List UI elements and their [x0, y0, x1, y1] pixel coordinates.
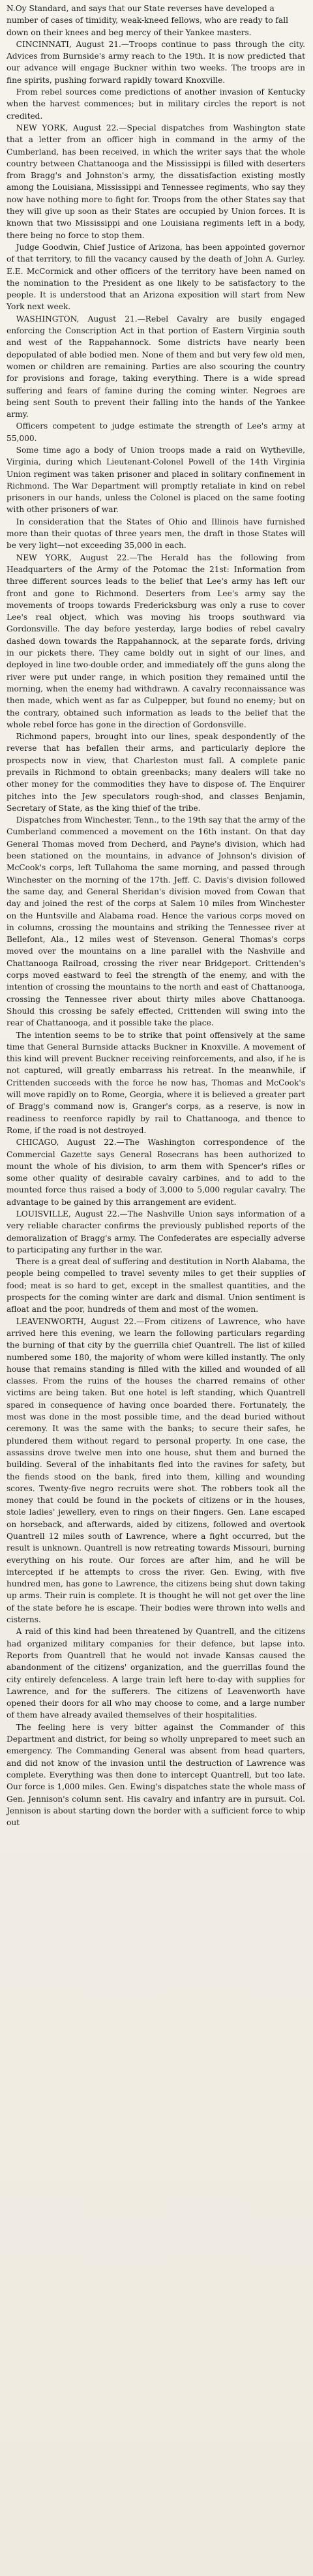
news-paragraph: The feeling here is very bitter against the Commander of this Department and district, for being so wholly unprepared to meet such an emergency. The Commanding General was absent from head quarters, and did not know of the invasion until the destruction of Lawrence was complete. Everything was then done to intercept Quantrell, but too late. Our force is 1,000 miles. Gen. Ewing's dispatches state the whole mass of Gen. Jennison's column sent. His cavalry and infantry are in pursuit. Col. Jennison is about starting down the border with a sufficient force to whip out — [7, 1722, 305, 1828]
news-paragraph: From rebel sources come predictions of another invasion of Kentucky when the harvest commences; but in military circles the report is not credited. — [7, 87, 305, 121]
news-column — [7, 38, 305, 1829]
news-paragraph: Dispatches from Winchester, Tenn., to the 19th say that the army of the Cumberland commenced a movement on the 16th instant. On that day General Thomas moved from Decherd, and Payne's division, which had been stationed on the mountains, in advance of Johnson's division of McCook's corps, left Tullahoma the same morning, and passed through Winchester on the morning of the 17th. Jeff. C. Davis's division followed the same day, and General Sheridan's division moved from Cowan that day and joined the rest of the corps at Salem 10 miles from Winchester on the Huntsville and Alabama road. Hence the various corps moved on in columns, crossing the mountains and striking the Tennessee river at Bellefont, Ala., 12 miles west of Stevenson. General Thomas's corps moved over the mountains on a line parallel with the Nashville and Chattanooga Railroad, crossing the river near Bridgeport. Crittenden's corps moved eastward to feel the strength of the enemy, and with the intention of crossing the mountains to the north and east of Chattanooga, crossing the Tennessee river about thirty miles above Chattanooga. Should this crossing be safely effected, Crittenden will swing into the rear of Chattanooga, and it possible take the place. — [7, 815, 305, 1028]
news-paragraph: Richmond papers, brought into our lines, speak despondently of the reverse that has befallen their arms, and particularly deplore the prospects now in view, that Charleston must fall. A complete panic prevails in Richmond to obtain greenbacks; many dealers will take no other money for the commodities they have to dispose of. The Enquirer pitches into the Jew speculators rough-shod, and classes Benjamin, Secretary of State, as the king thief of the tribe. — [7, 732, 305, 813]
news-paragraph: There is a great deal of suffering and destitution in North Alabama, the people being compelled to travel seventy miles to get their supplies of food; meat is so hard to get, except in the smallest quantities, and the prospects for the coming winter are dark and dismal. Union sentiment is afloat and the poor, hundreds of them and most of the women. — [7, 1257, 305, 1314]
news-paragraph: LEAVENWORTH, August 22.—From citizens of Lawrence, who have arrived here this evening, we learn the following particulars regarding the burning of that city by the guerrilla chief Quantrell. The list of killed numbered some 180, the majority of whom were killed instantly. The only house that remains standing is filled with the killed and wounded of all classes. From the ruins of the houses the charred remains of other victims are being taken. But one hotel is left standing, which Quantrell spared in consequence of having once boarded there. Fortunately, the most was done in the most possible time, and the dead buried without ceremony. It was the same with the banks; to secure their safes, he plundered them without regard to personal property. In one case, the assassins drove twelve men into one house, shut them and burned the building. Several of the inhabitants fled into the ravines for safety, but the fiends stood on the bank, fired into them, killing and wounding scores. Twenty-five negro recruits were shot. The robbers took all the money that could be found in the pockets of citizens or in the houses, stole ladies' jewellery, even to rings on their fingers. Gen. Lane escaped on horseback, and afterwards, aided by citizens, followed and overtook Quantrell 12 miles south of Lawrence, where a fight occurred, but the result is unknown. Quantrell is now retreating towards Missouri, burning everything on his route. Our forces are after him, and he will be intercepted if he attempts to cross the river. Gen. Ewing, with five hundred men, has gone to Lawrence, the citizens being shut down taking up arms. Their ruin is complete. It is thought he will not get over the line of the state before he is escape. Their bodies were thrown into wells and cisterns. — [7, 1316, 305, 1625]
news-paragraph: The intention seems to be to strike that point offensively at the same time that General Burnside attacks Buckner in Knoxville. A movement of this kind will prevent Buckner receiving reinforcements, and also, if he is not captured, will greatly embarrass his retreat. In the meanwhile, if Crittenden succeeds with the force he now has, Thomas and McCook's will move rapidly on to Rome, Georgia, where it is believed a greater part of Bragg's command now is, Granger's corps, as a reserve, is now in readiness to reenforce rapidly by rail to Chattanooga, and thence to Rome, if the road is not destroyed. — [7, 1030, 305, 1135]
news-paragraph: CHICAGO, August 22.—The Washington correspondence of the Commercial Gazette says General Rosecrans has been authorized to mount the whole of his division, to arm them with Spencer's rifles or some other quality of desirable cavalry carbines, and to add to the mounted force thus raised a body of 3,000 to 5,000 regular cavalry. The advantage to be gained by this arrangement are evident. — [7, 1138, 305, 1207]
news-paragraph: Some time ago a body of Union troops made a raid on Wytheville, Virginia, during which Lieutenant-Colonel Powell of the 14th Virginia Union regiment was taken prisoner and placed in solitary confinement in Richmond. The War Department will promptly retaliate in kind on rebel prisoners in our hands, unless the Colonel is placed on the same footing with other prisoners of war. — [7, 445, 305, 515]
news-paragraph: A raid of this kind had been threatened by Quantrell, and the citizens had organized military companies for their defence, but lapse into. Reports from Quantrell that he would not invade Kansas caused the abandonment of the citizens' organization, and the guerrillas found the city entirely defenceless. A large train left here to-day with supplies for Lawrence, and for the sufferers. The citizens of Leavenworth have opened their doors for all who may choose to come, and a large number of them have already availed themselves of their hospitalities. — [7, 1627, 305, 1720]
news-paragraph: LOUISVILLE, August 22.—The Nashville Union says information of a very reliable character confirms the previously published reports of the demoralization of Bragg's army. The Confederates are especially adverse to participating any further in the war. — [7, 1209, 305, 1254]
news-paragraph: NEW YORK, August 22.—The Herald has the following from Headquarters of the Army of the Potomac the 21st: Information from three different sources leads to the belief that Lee's army has left our front and gone to Richmond. Deserters from Lee's army say the movements of troops towards Fredericksburg was only a ruse to cover Lee's real object, which was moving his troops southward via Gordonsville. The day before yesterday, large bodies of rebel cavalry dashed down towards the Rappahannock, at the separate fords, driving in our pickets there. They came boldly out in sight of our lines, and deployed in line two-double order, and immediately off the guns along the river were put under range, in which position they remained until the morning, when the enemy had withdrawn. A cavalry reconnaissance was then made, which went as far as Culpepper, but found no enemy; but on the contrary, obtained such information as leads to the belief that the whole rebel force has gone in the direction of Gordonsville. — [7, 553, 305, 729]
news-paragraph: Judge Goodwin, Chief Justice of Arizona, has been appointed governor of that territory, to fill the vacancy caused by the death of John A. Gurley. E.E. McCormick and other officers of the territory have been named on the nomination to the President as one likely to be satisfactory to the people. It is understood that an Arizona exposition will start from New York next week. — [7, 242, 305, 312]
news-paragraph: WASHINGTON, August 21.—Rebel Cavalry are busily engaged enforcing the Conscription Act in that portion of Eastern Virginia south and west of the Rappahannock. Some districts have nearly been depopulated of able bodied men. None of them and but very few old men, women or children are remaining. Parties are also scouring the country for provisions and forage, taking everything. There is a wide spread suffering and fears of famine during the coming winter. Negroes are being sent South to prevent their falling into the hands of the Yankee army. — [7, 314, 305, 419]
news-paragraph: NEW YORK, August 22.—Special dispatches from Washington state that a letter from an officer high in command in the army of the Cumberland, has been received, in which the writer says that the whole country between Chattanooga and the Mississippi is filled with deserters from Bragg's and Johnston's army, the dissatisfaction existing mostly among the Louisiana, Mississippi and Tennessee regiments, who say they now have nothing more to fight for. Troops from the other States say that they will give up soon as their States are occupied by Union forces. It is known that two Mississippi and one Louisiana regiments left in a body, there being no force to stop them. — [7, 123, 305, 240]
opening-line: N.Oy Standard, and says that our State reverses have developed a number of cases of timidity, weak-kneed fellows, who are ready to fall down on their knees and beg mercy of their Yankee masters. — [7, 4, 289, 37]
news-paragraph: Officers competent to judge estimate the strength of Lee's army at 55,000. — [7, 421, 305, 443]
news-paragraph: In consideration that the States of Ohio and Illinois have furnished more than their quotas of three years men, the draft in those States will be very light—not exceeding 35,000 in each. — [7, 517, 305, 551]
news-paragraph: CINCINNATI, August 21.—Troops continue to pass through the city. Advices from Burnside's army reach to the 19th. It is now predicted that our advance will engage Buckner within two weeks. The troops are in fine spirits, pushing forward rapidly toward Knoxville. — [7, 39, 305, 85]
